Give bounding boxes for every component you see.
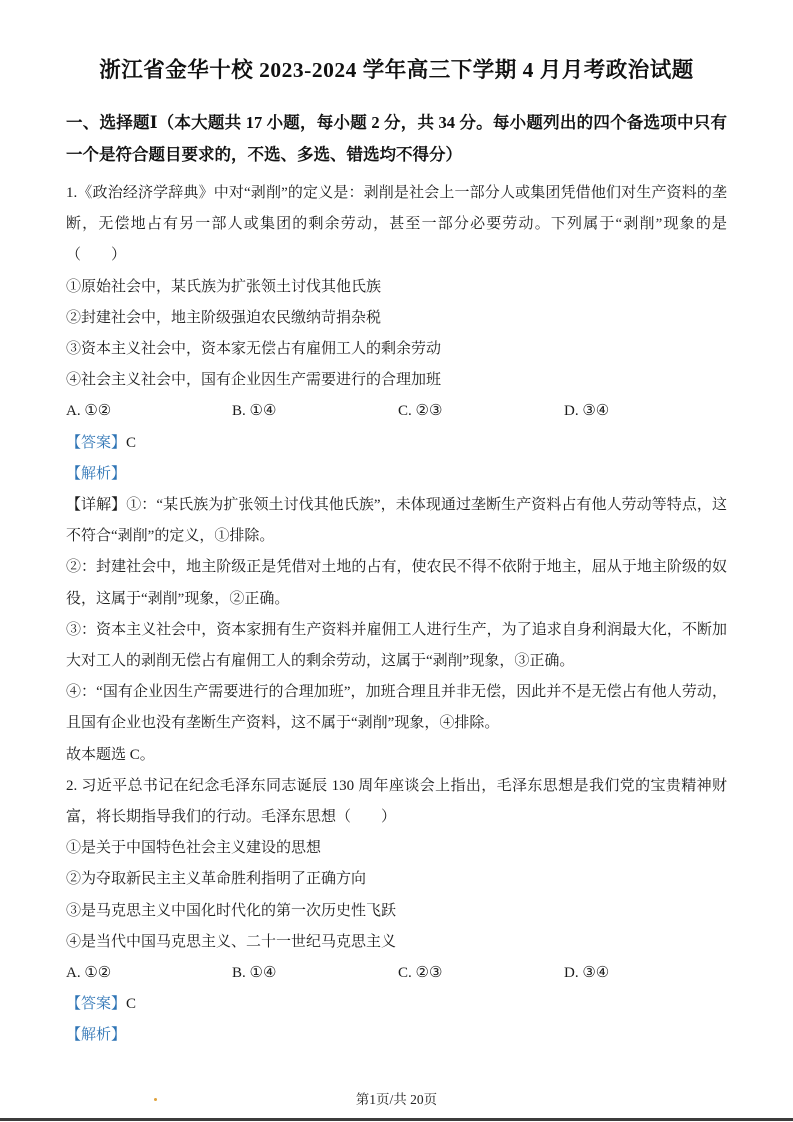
answer-value: C [126,996,137,1013]
explanation-paragraph: ④：“国有企业因生产需要进行的合理加班”，加班合理且并非无偿，因此并不是无偿占有他人劳动，且国有企业也没有垄断生产资料，这不属于“剥削”现象，④排除。 [66,684,727,732]
option-item-d: D. ③④ [564,403,610,420]
question-stem: 2. 习近平总书记在纪念毛泽东同志诞辰 130 周年座谈会上指出，毛泽东思想是我们党的宝贵精神财富，将长期指导我们的行动。毛泽东思想（ ） [66,777,727,826]
explanation-paragraph: ②：封建社会中，地主阶级正是凭借对土地的占有，使农民不得不依附于地主，屈从于地主阶级的奴役，这属于“剥削”现象，②正确。 [66,559,727,607]
footer-page-number: 第1页/共 20页 [355,1092,438,1107]
analysis-label-line [66,459,727,490]
option-item-c: C. ②③ [398,403,443,420]
options-row [66,958,727,989]
choice-item: ①原始社会中，某氏族为扩张领土讨伐其他氏族 [66,278,382,295]
answer-line [66,989,727,1020]
question-block-2 [66,771,727,1052]
choice-item: ②为夺取新民主主义革命胜利指明了正确方向 [66,871,367,888]
document-title: 浙江省金华十校 2023-2024 学年高三下学期 4 月月考政治试题 [99,58,694,82]
choice-item: ④是当代中国马克思主义、二十一世纪马克思主义 [66,933,397,950]
answer-value: C [126,434,137,451]
option-item-a: A. ①② [66,403,112,420]
option-item-d: D. ③④ [564,965,610,982]
question-stem: 1.《政治经济学辞典》中对“剥削”的定义是：剥削是社会上一部分人或集团凭借他们对生产资料的垄断，无偿地占有另一部人或集团的剩余劳动，甚至一部分必要劳动。下列属于“剥削”现象的是（ ） [66,185,727,264]
section-heading: 一、选择题Ⅰ（本大题共 17 小题，每小题 2 分，共 34 分。每小题列出的四个备选项中只有一个是符合题目要求的，不选、多选、错选均不得分） [66,113,727,164]
options-row [66,396,727,427]
choice-item: ③资本主义社会中，资本家无偿占有雇佣工人的剩余劳动 [66,341,442,358]
option-item-b: B. ①④ [232,965,277,982]
option-item-a: A. ①② [66,965,112,982]
answer-label: 【答案】 [66,996,127,1013]
analysis-label: 【解析】 [66,465,127,482]
answer-label: 【答案】 [66,434,127,451]
question-block-1 [66,178,727,771]
bottom-edge-bar [0,1118,793,1121]
analysis-label: 【解析】 [66,1027,127,1044]
answer-line [66,428,727,459]
analysis-label-line [66,1020,727,1051]
choice-item: ③是马克思主义中国化时代化的第一次历史性飞跃 [66,902,397,919]
explanation-paragraph: 【详解】①：“某氏族为扩张领土讨伐其他氏族”，未体现通过垄断生产资料占有他人劳动等特点，这不符合“剥削”的定义，①排除。 [66,497,727,545]
explanation-paragraph: ③：资本主义社会中，资本家拥有生产资料并雇佣工人进行生产，为了追求自身利润最大化，不断加大对工人的剥削无偿占有雇佣工人的剩余劳动，这属于“剥削”现象，③正确。 [66,621,727,670]
option-item-c: C. ②③ [398,965,443,982]
choice-item: ②封建社会中，地主阶级强迫农民缴纳苛捐杂税 [66,309,382,326]
explanation-conclusion: 故本题选 C。 [66,746,155,763]
choice-item: ①是关于中国特色社会主义建设的思想 [66,840,322,857]
choice-item: ④社会主义社会中，国有企业因生产需要进行的合理加班 [66,372,442,389]
option-item-b: B. ①④ [232,403,277,420]
